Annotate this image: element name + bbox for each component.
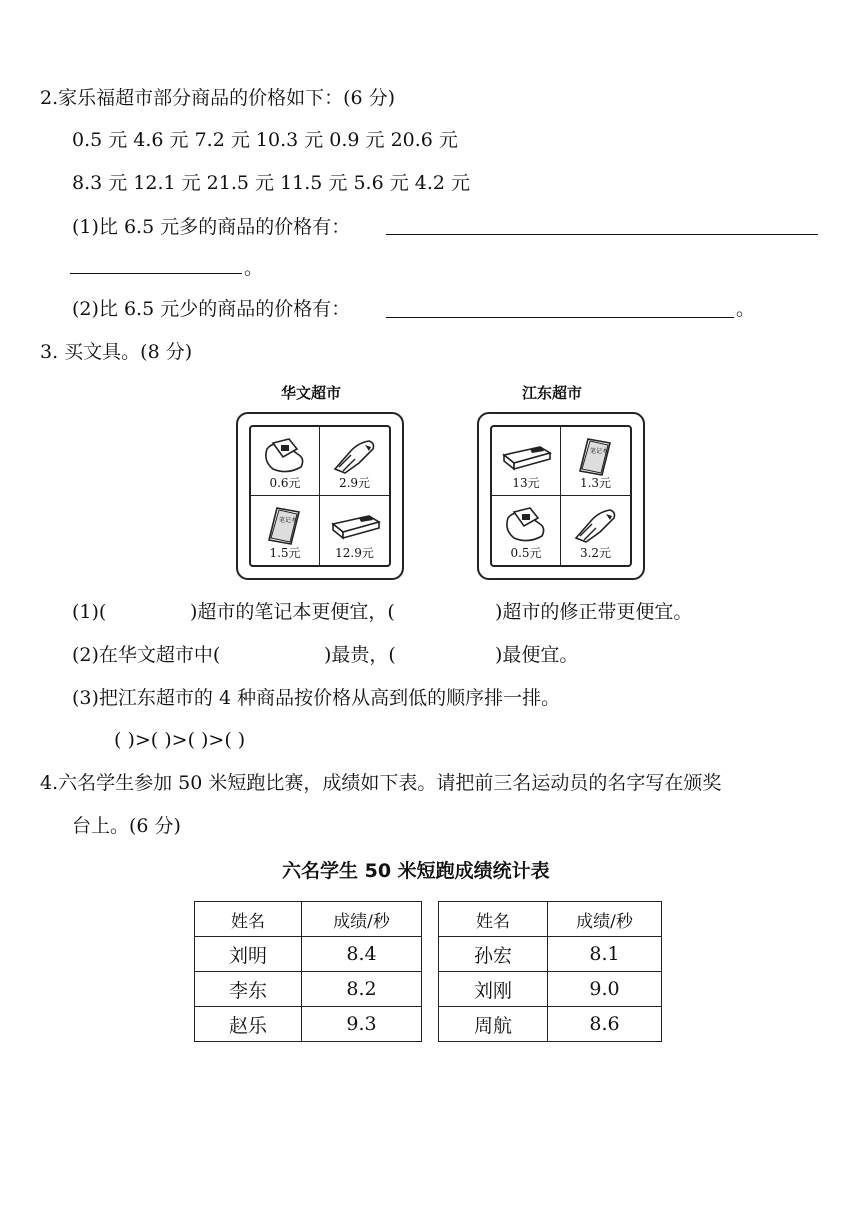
store-item <box>320 496 389 565</box>
student-name: 孙宏 <box>439 937 548 972</box>
student-name: 赵乐 <box>195 1007 302 1042</box>
q3-sub1-part2: )超市的笔记本更便宜，( <box>190 601 395 623</box>
store-card-huawen <box>236 412 404 580</box>
store-item <box>492 496 561 565</box>
score-table-right <box>438 901 662 1042</box>
q2-sub2-end: 。 <box>736 298 756 320</box>
notebook-label: 笔记本 <box>279 517 298 524</box>
q3-sub3: (3)把江东超市的 4 种商品按价格从高到低的顺序排一排。 <box>72 687 561 709</box>
q2-prices-row1: 0.5 元 4.6 元 7.2 元 10.3 元 0.9 元 20.6 元 <box>72 129 458 151</box>
table-row <box>439 937 662 972</box>
q3-sub1-part1: (1)( <box>72 601 107 623</box>
store-grid-jiangdong <box>490 425 632 567</box>
table-row <box>195 972 422 1007</box>
store-card-jiangdong <box>477 412 645 580</box>
item-price: 0.5元 <box>510 546 542 560</box>
col-header-name: 姓名 <box>195 902 302 937</box>
store-item <box>251 496 320 565</box>
q2-sub1-blank-line1[interactable] <box>386 234 818 235</box>
student-name: 刘明 <box>195 937 302 972</box>
table-row <box>439 1007 662 1042</box>
student-score: 8.4 <box>302 937 422 972</box>
q4-heading-line2: 台上。(6 分) <box>72 815 181 837</box>
score-table-left <box>194 901 422 1042</box>
q2-sub2-text: (2)比 6.5 元少的商品的价格有： <box>72 298 351 320</box>
item-price: 3.2元 <box>579 546 612 560</box>
table-row <box>195 937 422 972</box>
student-score: 9.0 <box>548 972 662 1007</box>
notebook-icon <box>259 504 311 546</box>
item-price: 1.3元 <box>579 476 612 490</box>
store-item <box>320 427 389 496</box>
q2-sub1-blank-line2[interactable] <box>70 273 242 274</box>
q3-order-line[interactable]: ( )>( )>( )>( ) <box>114 729 246 751</box>
q3-sub1-part3: )超市的修正带更便宜。 <box>495 601 693 623</box>
notebook-label: 笔记本 <box>589 448 608 455</box>
student-score: 8.6 <box>548 1007 662 1042</box>
col-header-name: 姓名 <box>439 902 548 937</box>
item-price: 13元 <box>512 476 540 490</box>
q2-sub1-end: 。 <box>244 257 264 279</box>
q3-heading: 3. 买文具。(8 分) <box>40 341 193 363</box>
item-price: 1.5元 <box>269 546 301 560</box>
student-score: 8.1 <box>548 937 662 972</box>
eraser-icon <box>500 504 552 546</box>
pencil-case-icon <box>329 504 381 546</box>
q2-sub2-blank[interactable] <box>386 317 734 318</box>
store-item <box>561 427 630 496</box>
q3-sub2-part1: (2)在华文超市中( <box>72 644 221 666</box>
item-price: 12.9元 <box>335 546 374 560</box>
score-table-title: 六名学生 50 米短跑成绩统计表 <box>282 860 550 882</box>
correction-tape-icon <box>570 504 622 546</box>
q3-sub2-part2: )最贵，( <box>324 644 396 666</box>
table-row <box>195 1007 422 1042</box>
student-score: 8.2 <box>302 972 422 1007</box>
store-item <box>251 427 320 496</box>
col-header-score: 成绩/秒 <box>302 902 422 937</box>
table-header-row <box>195 902 422 937</box>
col-header-score: 成绩/秒 <box>548 902 662 937</box>
pencil-case-icon <box>500 435 552 477</box>
q2-sub1-text: (1)比 6.5 元多的商品的价格有： <box>72 216 351 238</box>
eraser-icon <box>259 435 311 477</box>
table-header-row <box>439 902 662 937</box>
store-item <box>561 496 630 565</box>
notebook-icon <box>570 435 622 477</box>
q4-heading-line1: 4.六名学生参加 50 米短跑比赛，成绩如下表。请把前三名运动员的名字写在颁奖 <box>40 772 722 794</box>
store-title-jiangdong: 江东超市 <box>522 384 583 402</box>
student-name: 李东 <box>195 972 302 1007</box>
store-grid-huawen <box>249 425 391 567</box>
store-title-huawen: 华文超市 <box>281 384 342 402</box>
q2-prices-row2: 8.3 元 12.1 元 21.5 元 11.5 元 5.6 元 4.2 元 <box>72 172 470 194</box>
item-price: 2.9元 <box>338 476 371 490</box>
store-item <box>492 427 561 496</box>
q2-heading: 2.家乐福超市部分商品的价格如下：(6 分) <box>40 87 396 109</box>
student-name: 周航 <box>439 1007 548 1042</box>
student-score: 9.3 <box>302 1007 422 1042</box>
table-row <box>439 972 662 1007</box>
q3-sub2-part3: )最便宜。 <box>495 644 579 666</box>
correction-tape-icon <box>329 435 381 477</box>
item-price: 0.6元 <box>269 476 301 490</box>
student-name: 刘刚 <box>439 972 548 1007</box>
